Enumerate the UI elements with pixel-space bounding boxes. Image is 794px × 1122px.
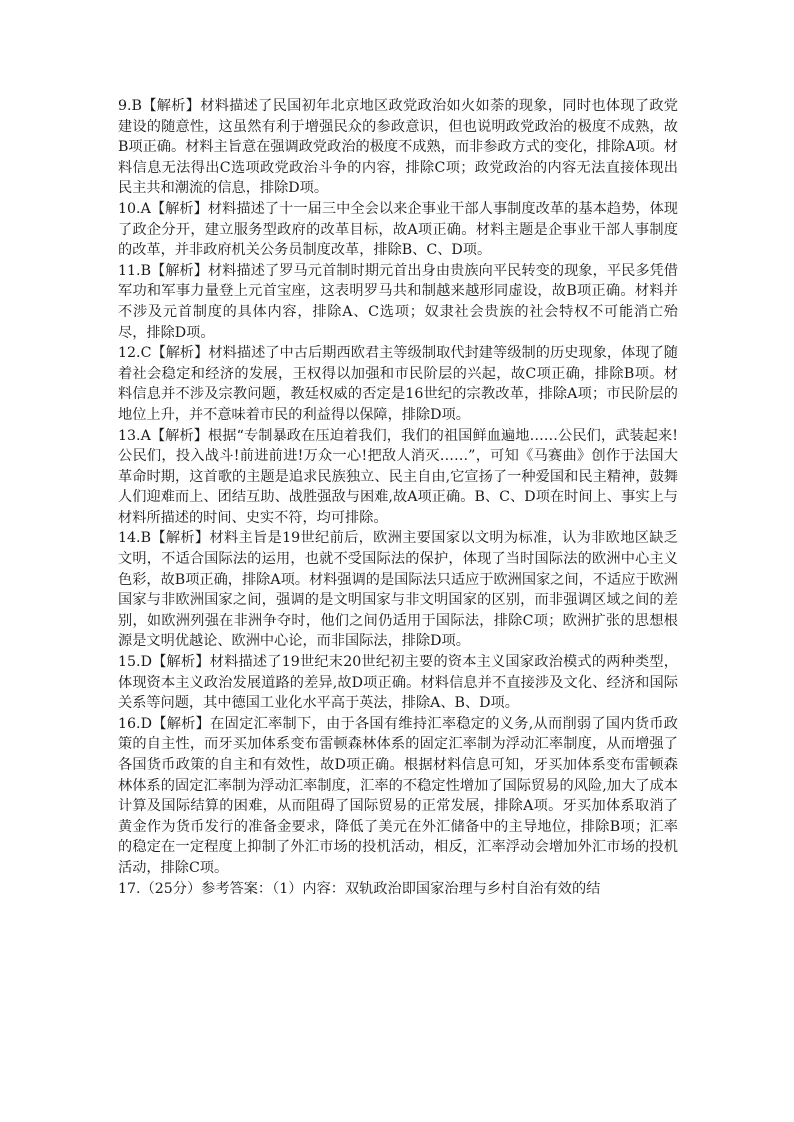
answer-11: 11.B【解析】材料描述了罗马元首制时期元首出身由贵族向平民转变的现象，平民多凭借军功和军事力量登上元首宝座，这表明罗马共和制越来越形同虚设，故B项正确。材料并不涉及元首制度的具体内容，排除A、C选项；奴隶社会贵族的社会特权不可能消亡殆尽，排除D项。	[118, 262, 678, 341]
answer-14: 14.B【解析】材料主旨是19世纪前后，欧洲主要国家以文明为标准，认为非欧地区缺乏文明，不适合国际法的运用，也就不受国际法的保护，体现了当时国际法的欧洲中心主义色彩，故B项正确，排除A项。材料强调的是国际法只适应于欧洲国家之间，不适应于欧洲国家与非欧洲国家之间，强调的是文明国家与非文明国家的区别，而非强调区域之间的差别，如欧洲列强在非洲争夺时，他们之间仍适用于国际法，排除C项；欧洲扩张的思想根源是文明优越论、欧洲中心论，而非国际法，排除D项。	[118, 530, 678, 650]
answer-17: 17.（25分）参考答案：（1）内容：双轨政治即国家治理与乡村自治有效的结	[118, 880, 601, 897]
answer-15: 15.D【解析】材料描述了19世纪末20世纪初主要的资本主义国家政治模式的两种类型，体现资本主义政治发展道路的差异,故D项正确。材料信息并不直接涉及文化、经济和国际关系等问题，其中德国工业化水平高于英法，排除A、B、D项。	[118, 654, 678, 712]
answer-16: 16.D【解析】在固定汇率制下，由于各国有维持汇率稳定的义务,从而削弱了国内货币政策的自主性，而牙买加体系变布雷顿森林体系的固定汇率制为浮动汇率制度，从而增强了各国货币政策的自主和有效性，故D项正确。根据材料信息可知，牙买加体系变布雷顿森林体系的固定汇率制为浮动汇率制度，汇率的不稳定性增加了国际贸易的风险,加大了成本计算及国际结算的困难，从而阻碍了国际贸易的正常发展，排除A项。牙买加体系取消了黄金作为货币发行的准备金要求，降低了美元在外汇储备中的主导地位，排除B项；汇率的稳定在一定程度上抑制了外汇市场的投机活动，相反，汇率浮动会增加外汇市场的投机活动，排除C项。	[118, 715, 678, 876]
answer-9: 9.B【解析】材料描述了民国初年北京地区政党政治如火如荼的现象，同时也体现了政党建设的随意性，这虽然有利于增强民众的参政意识，但也说明政党政治的极度不成熟，故B项正确。材料主旨意在强调政党政治的极度不成熟，而非参政方式的变化，排除A项。材料信息无法得出C选项政党政治斗争的内容，排除C项；政党政治的内容无法直接体现出民主共和潮流的信息，排除D项。	[118, 98, 678, 197]
answer-13: 13.A【解析】根据“专制暴政在压迫着我们，我们的祖国鲜血遍地……公民们，武装起来!公民们，投入战斗!前进前进!万众一心!把敌人消灭……”，可知《马赛曲》创作于法国大革命时期，这首歌的主题是追求民族独立、民主自由,它宣扬了一种爱国和民主精神，鼓舞人们迎难而上、团结互助、战胜强敌与困难,故A项正确。B、C、D项在时间上、事实上与材料所描述的时间、史实不符，均可排除。	[118, 427, 678, 526]
answer-10: 10.A【解析】材料描述了十一届三中全会以来企事业干部人事制度改革的基本趋势，体现了政企分开，建立服务型政府的改革目标，故A项正确。材料主题是企事业干部人事制度的改革，并非政府机关公务员制度改革，排除B、C、D项。	[118, 200, 678, 259]
answer-explanations	[118, 96, 678, 899]
answer-12: 12.C【解析】材料描述了中古后期西欧君主等级制取代封建等级制的历史现象，体现了随着社会稳定和经济的发展，王权得以加强和市民阶层的兴起，故C项正确，排除B项。材料信息并不涉及宗教问题，教廷权威的否定是16世纪的宗教改革，排除A项；市民阶层的地位上升，并不意味着市民的利益得以保障，排除D项。	[118, 345, 678, 423]
